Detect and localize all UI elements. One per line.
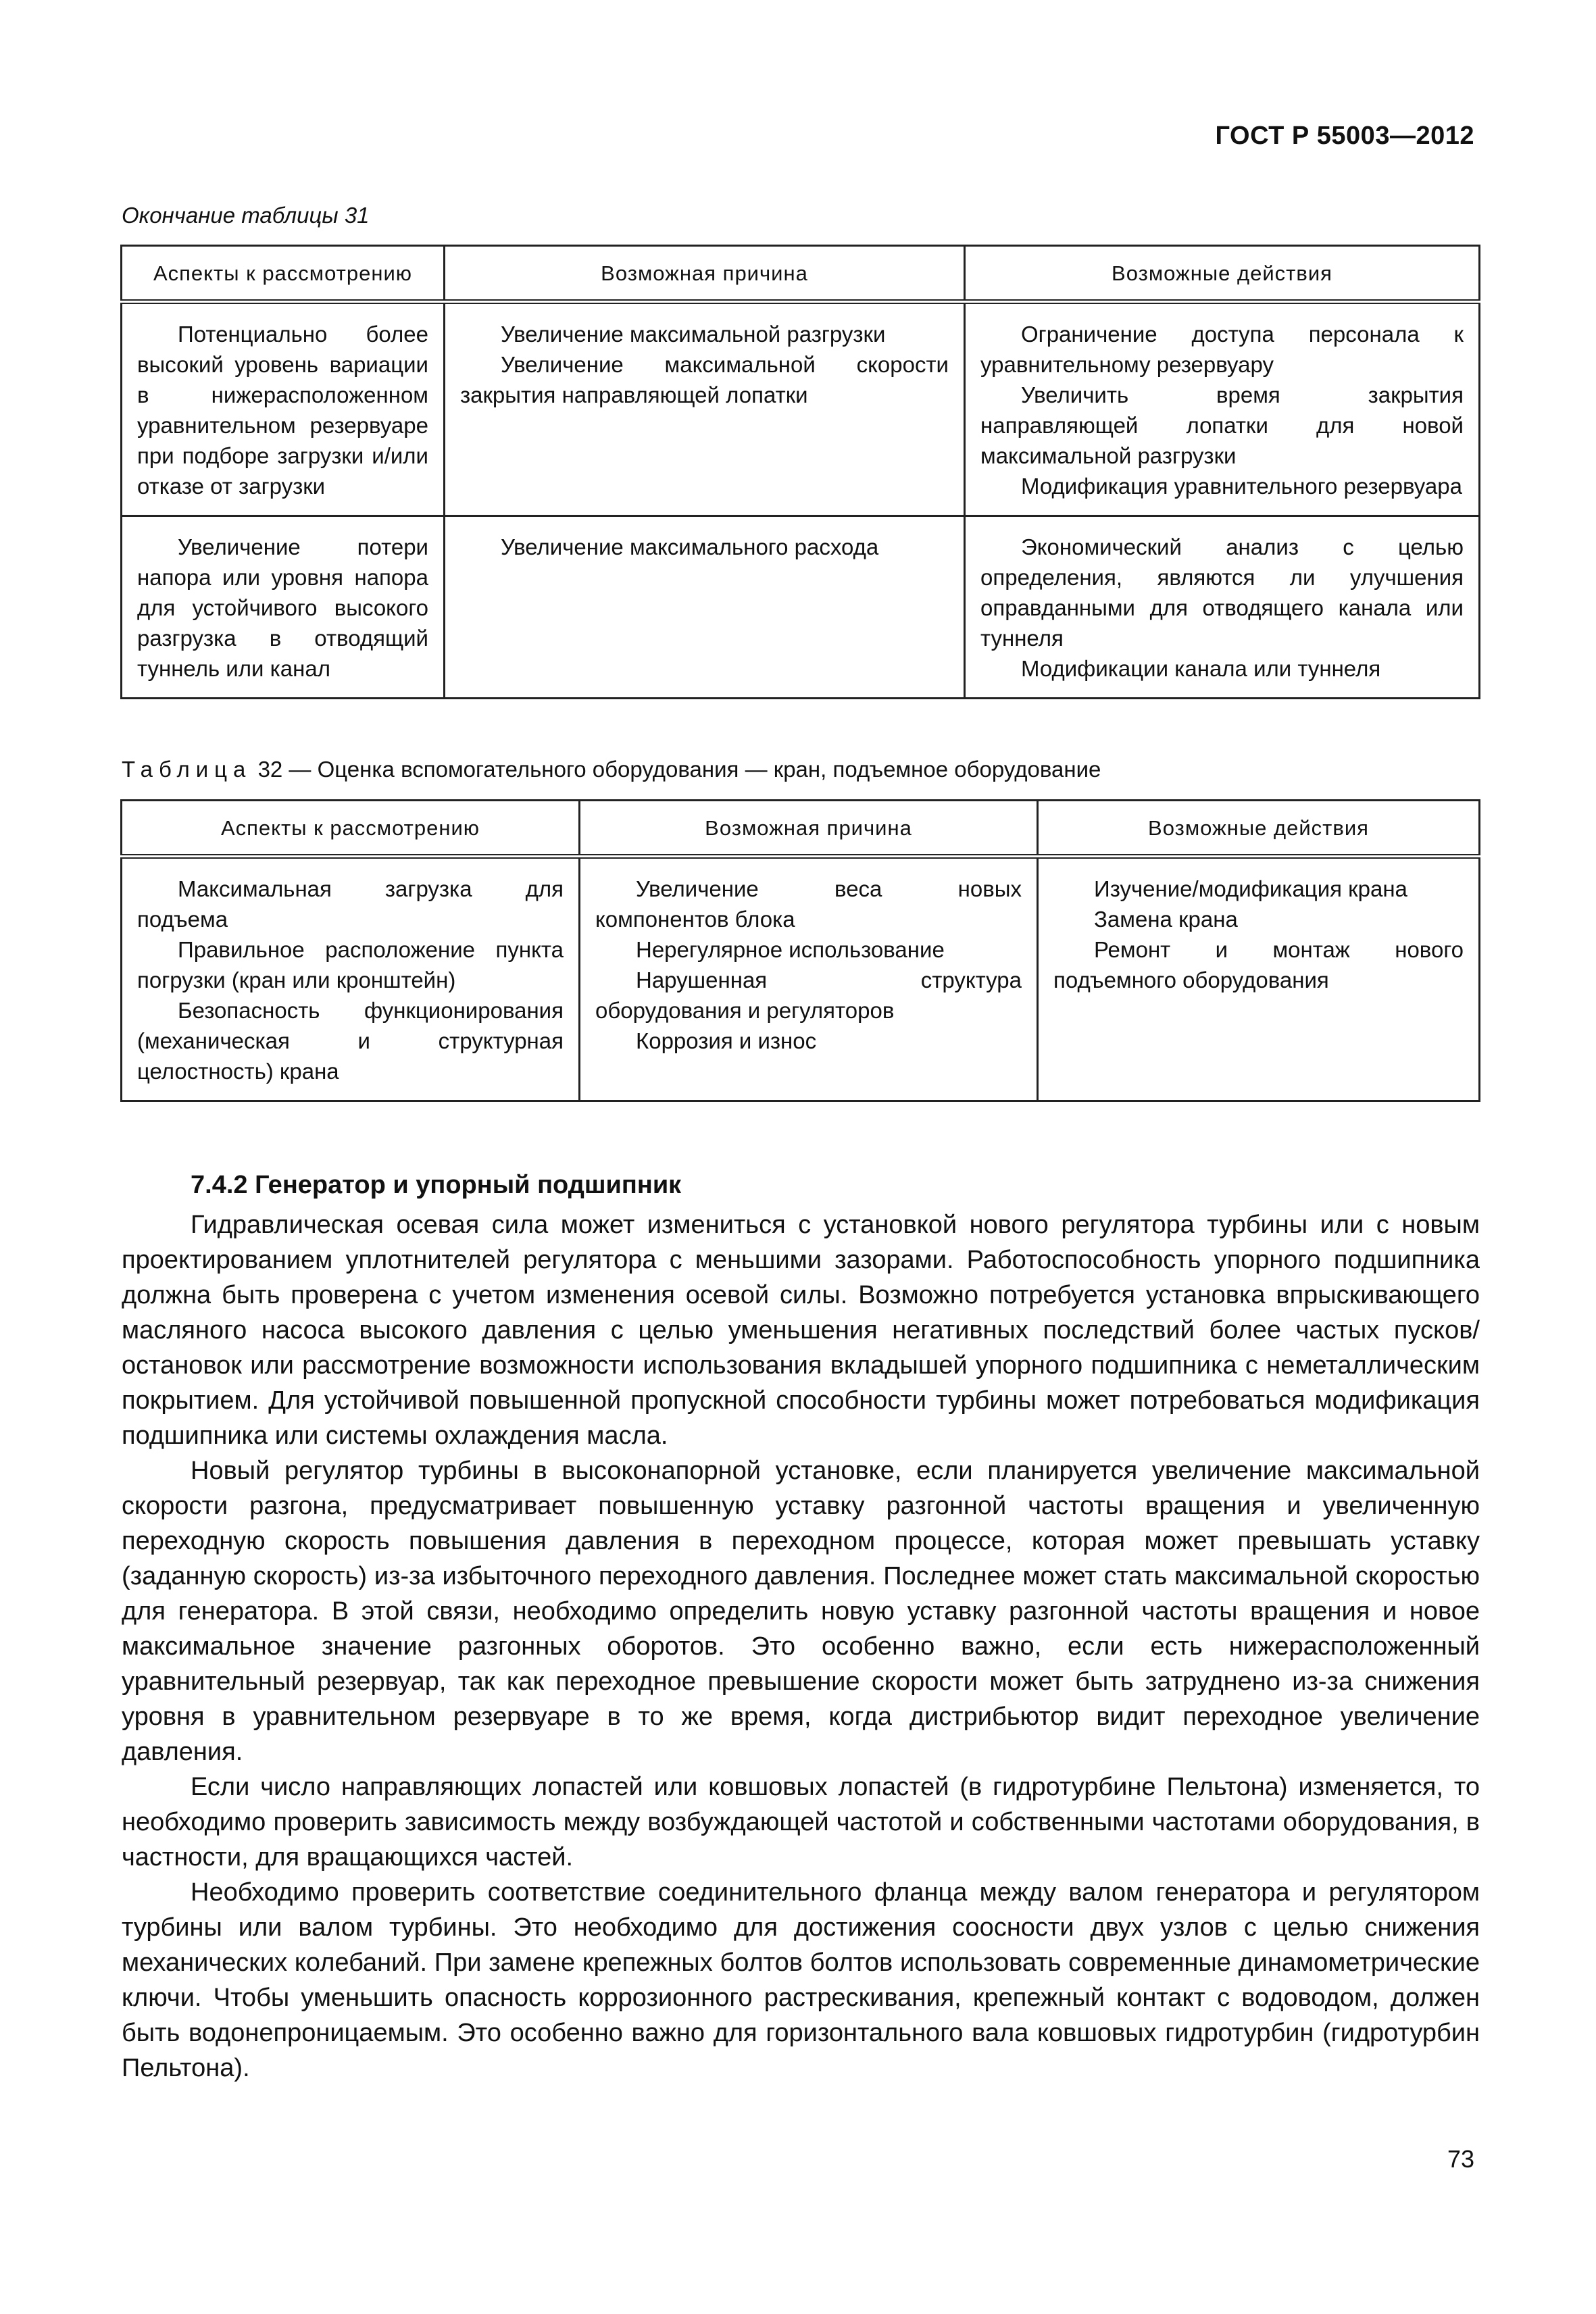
cause-cell [445, 516, 965, 699]
table-row [122, 302, 1480, 516]
aspect-cell [122, 302, 445, 516]
table-31 [120, 245, 1480, 699]
cause-cell [445, 302, 965, 516]
paragraph: Необходимо проверить соответствие соединительного фланца между валом генератора и регулятором турбины или валом турбины. Это необходимо для достижения соосности двух узлов с целью снижения механических колебаний. При замене крепежных болтов болтов использовать современные динамометрические ключи. Чтобы уменьшить опасность коррозионного растрескивания, крепежный контакт с водоводом, должен быть водонепроницаемым. Это особенно важно для горизонтального вала ковшовых гидротурбин (гидротурбин Пельтона). [122, 1878, 1480, 2082]
cell-text: Увеличение максимальной скорости закрытия направляющей лопатки [460, 352, 949, 407]
cell-text: Нерегулярное использование [636, 937, 945, 962]
cell-text: Безопасность функционирования (механическая и структурная целостность) крана [137, 998, 564, 1084]
cell-text: Максимальная загрузка для подъема [137, 876, 564, 932]
column-header-cause: Возможная причина [580, 801, 1038, 857]
cell-text: Потенциально более высокий уровень вариации в нижерасположенном уравнительном резервуаре при подборе загрузки и/или отказе от загрузки [137, 322, 428, 499]
cause-cell [580, 857, 1038, 1101]
paragraph: Гидравлическая осевая сила может измениться с установкой нового регулятора турбины или с новым проектированием уплотнителей регулятора с меньшими зазорами. Работоспособность упорного подшипника должна быть проверена с учетом изменения осевой силы. Возможно потребуется установка впрыскивающего масляного насоса высокого давления с целью уменьшения негативных последствий более частых пусков/остановок или рассмотрение возможности использования вкладышей упорного подшипника с неметаллическим покрытием. Для устойчивой повышенной пропускной способности турбины может потребоваться модификация подшипника или системы охлаждения масла. [122, 1211, 1480, 1450]
cell-text: Правильное расположение пункта погрузки (кран или кронштейн) [137, 937, 564, 992]
cell-text: Увеличение веса новых компонентов блока [595, 876, 1022, 932]
table-row [122, 857, 1480, 1101]
table-header-row [122, 246, 1480, 302]
column-header-actions: Возможные действия [1038, 801, 1480, 857]
table32-caption-text: 32 — Оценка вспомогательного оборудования — кран, подъемное оборудование [257, 757, 1101, 782]
cell-text: Ограничение доступа персонала к уравнительному резервуару [980, 322, 1464, 377]
cell-text: Увеличение максимального расхода [501, 534, 879, 559]
aspect-cell [122, 857, 580, 1101]
cell-text: Увеличение потери напора или уровня напора для устойчивого высокого разгрузка в отводящий туннель или канал [137, 534, 428, 681]
cell-text: Увеличить время закрытия направляющей лопатки для новой максимальной разгрузки [980, 382, 1464, 468]
paragraph: Новый регулятор турбины в высоконапорной установке, если планируется увеличение максимальной скорости разгона, предусматривает повышенную уставку разгонной частоты вращения и увеличенную переходную скорость повышения давления в переходном процессе, которая может превышать уставку (заданную скорость) из-за избыточного переходного давления. Последнее может стать максимальной скоростью для генератора. В этой связи, необходимо определить новую уставку разгонной частоты вращения и новое максимальное значение разгонных оборотов. Это особенно важно, если есть нижерасположенный уравнительный резервуар, так как переходное превышение скорости может быть затруднено из-за снижения уровня в уравнительном резервуаре в то же время, когда дистрибьютор видит переходное увеличение давления. [122, 1457, 1480, 1766]
table-header-row [122, 801, 1480, 857]
aspect-cell [122, 516, 445, 699]
paragraph: Если число направляющих лопастей или ковшовых лопастей (в гидротурбине Пельтона) изменяется, то необходимо проверить зависимость между возбуждающей частотой и собственными частотами оборудования, в частности, для вращающихся частей. [122, 1773, 1480, 1871]
page-number: 73 [1447, 2145, 1474, 2173]
column-header-actions: Возможные действия [965, 246, 1480, 302]
cell-text: Экономический анализ с целью определения, являются ли улучшения оправданными для отводящего канала или туннеля [980, 534, 1464, 651]
table-row [122, 516, 1480, 699]
cell-text: Замена крана [1094, 907, 1238, 932]
cell-text: Нарушенная структура оборудования и регуляторов [595, 967, 1022, 1023]
action-cell [965, 516, 1480, 699]
section-body [122, 1207, 1480, 2086]
table32-caption [122, 757, 1101, 782]
cell-text: Увеличение максимальной разгрузки [501, 322, 886, 347]
document-code: ГОСТ Р 55003—2012 [1215, 122, 1474, 150]
cell-text: Ремонт и монтаж нового подъемного оборудования [1053, 937, 1464, 992]
action-cell [1038, 857, 1480, 1101]
column-header-cause: Возможная причина [445, 246, 965, 302]
section-title: 7.4.2 Генератор и упорный подшипник [191, 1171, 682, 1199]
column-header-aspects: Аспекты к рассмотрению [122, 801, 580, 857]
cell-text: Коррозия и износ [636, 1028, 817, 1053]
table31-caption: Окончание таблицы 31 [122, 203, 370, 228]
table-32 [120, 799, 1480, 1102]
cell-text: Модификации канала или туннеля [1021, 656, 1381, 681]
column-header-aspects: Аспекты к рассмотрению [122, 246, 445, 302]
action-cell [965, 302, 1480, 516]
table32-caption-label: Таблица [122, 757, 252, 782]
cell-text: Модификация уравнительного резервуара [1021, 474, 1462, 499]
cell-text: Изучение/модификация крана [1094, 876, 1407, 901]
